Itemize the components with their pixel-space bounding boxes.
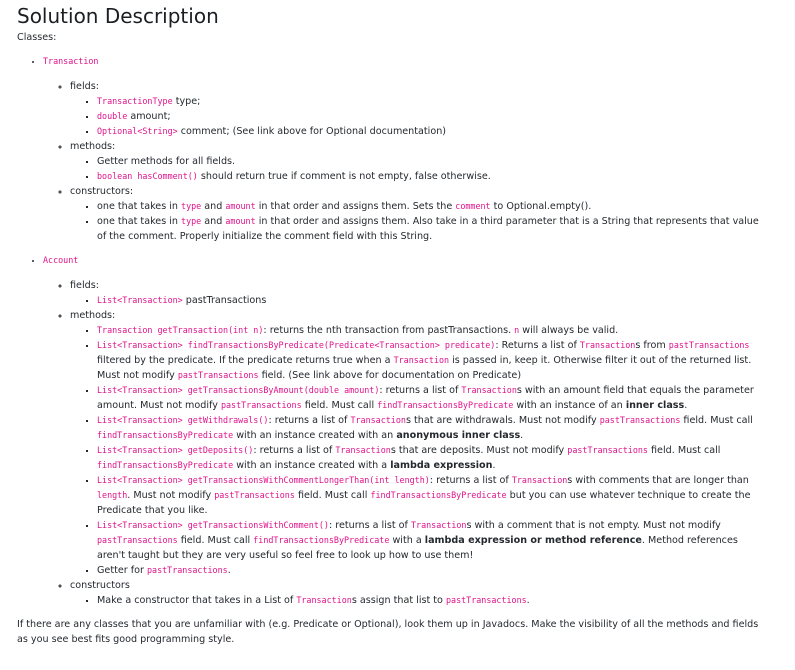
bold-run: lambda expression — [390, 460, 493, 471]
code-run: pastTransactions — [599, 415, 681, 425]
method-signature: List<Transaction> getWithdrawals() — [97, 415, 269, 425]
code-run: type — [181, 216, 202, 226]
text-run: . — [227, 565, 231, 576]
class-name-account: Account — [43, 255, 79, 265]
code-run: findTransactionsByPredicate — [377, 400, 514, 410]
list-item — [97, 383, 765, 413]
fields-label: fields: — [70, 280, 99, 291]
list-item — [97, 109, 765, 124]
text-run: field. Must call — [301, 400, 378, 411]
method-signature: Transaction getTransaction(int n) — [97, 325, 264, 335]
field-text: amount; — [127, 111, 171, 122]
text-run: s assign that list to — [351, 595, 446, 606]
text-run: . Must not modify — [127, 490, 215, 501]
text-run: will always be valid. — [519, 325, 619, 336]
text-run: : Returns a list of — [495, 340, 580, 351]
account-constructors — [70, 578, 765, 608]
field-text: pastTransactions — [182, 295, 267, 306]
code-run: amount — [225, 201, 256, 211]
transaction-sections — [43, 79, 765, 244]
text-run: Getter for — [97, 565, 147, 576]
code-run: pastTransactions — [147, 565, 228, 575]
code-run: pastTransactions — [214, 490, 295, 500]
text-run: . — [492, 460, 496, 471]
text-run: in that order and assigns them. Also take in a third parameter that is a String that represents that value of the comment. Properly initialize the comment field with this String. — [97, 216, 759, 242]
text-run: and — [201, 201, 226, 212]
text-run: with an instance created with an — [233, 430, 397, 441]
field-text: type; — [172, 96, 201, 107]
class-item-account — [43, 253, 765, 608]
code-run: n — [514, 325, 520, 335]
field-text: comment; (See link above for Optional documentation) — [177, 126, 447, 137]
method-signature: List<Transaction> getTransactionsByAmount(double amount) — [97, 385, 380, 395]
text-run: with a — [389, 535, 425, 546]
code-run: pastTransactions — [567, 445, 648, 455]
text-run: field. Must call — [177, 535, 254, 546]
code-run: pastTransactions — [445, 595, 527, 605]
field-type: Optional<String> — [97, 126, 178, 136]
class-item-transaction — [43, 54, 765, 244]
text-run: s with an amount field that equals the parameter amount. Must not modify — [97, 385, 754, 411]
text-run: Make a constructor that takes in a List of — [97, 595, 297, 606]
code-run: Transaction — [410, 520, 467, 530]
closing-paragraph: If there are any classes that you are unfamiliar with (e.g. Predicate or Optional), look them up in Javadocs. Make the visibility of all the methods and fields as you see best fits good programming style. — [17, 619, 759, 645]
account-constructor-list — [70, 593, 765, 608]
text-run: s with comments that are longer than — [567, 475, 749, 486]
code-run: findTransactionsByPredicate — [97, 460, 234, 470]
list-item — [97, 124, 765, 139]
code-run: pastTransactions — [177, 370, 259, 380]
account-methods — [70, 308, 765, 578]
list-item — [97, 563, 765, 578]
method-text: should return true if comment is not empty, false otherwise. — [197, 171, 491, 182]
text-run: . — [526, 595, 530, 606]
text-run: field. (See link above for documentation on Predicate) — [258, 370, 522, 381]
method-signature: List<Transaction> getDeposits() — [97, 445, 254, 455]
text-run: s with a comment that is not empty. Must not modify — [466, 520, 721, 531]
list-item — [97, 94, 765, 109]
text-run: : returns a list of — [328, 520, 411, 531]
field-type: TransactionType — [97, 96, 173, 106]
method-signature: boolean hasComment() — [97, 171, 198, 181]
document — [0, 4, 795, 647]
text-run: : returns a list of — [429, 475, 512, 486]
method-signature: List<Transaction> findTransactionsByPredicate(Predicate<Transaction> predicate) — [97, 340, 496, 350]
list-item — [97, 473, 765, 518]
text-run: s that are withdrawals. Must not modify — [405, 415, 600, 426]
classes-label: Classes: — [17, 32, 57, 43]
code-run: Transaction — [393, 355, 450, 365]
list-item — [97, 593, 765, 608]
bold-run: inner class — [625, 400, 685, 411]
text-run: one that takes in — [97, 216, 182, 227]
list-item — [97, 413, 765, 443]
text-run: : returns a list of — [268, 415, 351, 426]
transaction-method-list — [70, 154, 765, 184]
list-item — [97, 199, 765, 214]
text-run: : returns a list of — [379, 385, 462, 396]
text-run: s from — [635, 340, 669, 351]
text-run: is passed in, keep it. Otherwise filter it out of the returned list. Must not modify — [97, 355, 752, 381]
text-run: field. Must call — [647, 445, 721, 456]
text-run: . Method references aren't taught but they are very useful so feel free to look up how to use them! — [97, 535, 738, 561]
methods-label: methods: — [70, 310, 116, 321]
text-run: field. Must call — [294, 490, 371, 501]
account-field-list — [70, 293, 765, 308]
text-run: one that takes in — [97, 201, 182, 212]
transaction-fields — [70, 79, 765, 139]
transaction-field-list — [70, 94, 765, 139]
list-item — [97, 169, 765, 184]
field-type: double — [97, 111, 128, 121]
text-run: with an instance created with a — [233, 460, 391, 471]
code-run: Transaction — [296, 595, 352, 605]
transaction-constructor-list — [70, 199, 765, 244]
text-run: with an instance of an — [513, 400, 626, 411]
code-run: findTransactionsByPredicate — [97, 430, 234, 440]
list-item — [97, 443, 765, 473]
code-run: Transaction — [511, 475, 568, 485]
code-run: Transaction — [350, 415, 406, 425]
code-run: Transaction — [579, 340, 636, 350]
code-run: pastTransactions — [220, 400, 302, 410]
code-run: findTransactionsByPredicate — [253, 535, 390, 545]
bold-run: lambda expression or method reference — [424, 535, 642, 546]
text-run: . — [520, 430, 524, 441]
transaction-methods — [70, 139, 765, 184]
constructors-label: constructors: — [70, 186, 134, 197]
text-run: to Optional.empty(). — [490, 201, 592, 212]
text-run: s that are deposits. Must not modify — [390, 445, 568, 456]
account-method-list — [70, 323, 765, 578]
text-run: in that order and assigns them. Sets the — [255, 201, 456, 212]
class-list — [17, 54, 765, 608]
methods-label: methods: — [70, 141, 116, 152]
code-run: Transaction — [335, 445, 391, 455]
account-sections — [43, 278, 765, 608]
text-run: . — [684, 400, 688, 411]
code-run: findTransactionsByPredicate — [370, 490, 507, 500]
list-item — [97, 518, 765, 563]
text-run: filtered by the predicate. If the predicate returns true when a — [97, 355, 394, 366]
list-item — [97, 323, 765, 338]
text-run: : returns a list of — [253, 445, 336, 456]
method-signature: List<Transaction> getTransactionsWithCommentLongerThan(int length) — [97, 475, 430, 485]
account-fields — [70, 278, 765, 308]
code-run: pastTransactions — [97, 535, 178, 545]
list-item: ▪ Getter methods for all fields. — [97, 154, 765, 169]
fields-label: fields: — [70, 81, 99, 92]
code-run: type — [181, 201, 202, 211]
code-run: Transaction — [461, 385, 517, 395]
field-type: List<Transaction> — [97, 295, 183, 305]
list-item — [97, 338, 765, 383]
text-run: : returns the nth transaction from pastTransactions. — [263, 325, 515, 336]
transaction-constructors — [70, 184, 765, 244]
text-run: field. Must call — [680, 415, 753, 426]
list-item — [97, 214, 765, 244]
list-item — [97, 293, 765, 308]
bold-run: anonymous inner class — [396, 430, 521, 441]
constructors-label: constructors — [70, 580, 130, 591]
code-run: amount — [225, 216, 256, 226]
code-run: length — [97, 490, 128, 500]
class-name-transaction: Transaction — [43, 56, 99, 66]
code-run: comment — [455, 201, 491, 211]
method-signature: List<Transaction> getTransactionsWithComment() — [97, 520, 329, 530]
text-run: and — [201, 216, 226, 227]
text-run: but you can use whatever technique to create the Predicate that you like. — [97, 490, 751, 516]
code-run: pastTransactions — [668, 340, 750, 350]
page-title: Solution Description — [17, 4, 219, 28]
